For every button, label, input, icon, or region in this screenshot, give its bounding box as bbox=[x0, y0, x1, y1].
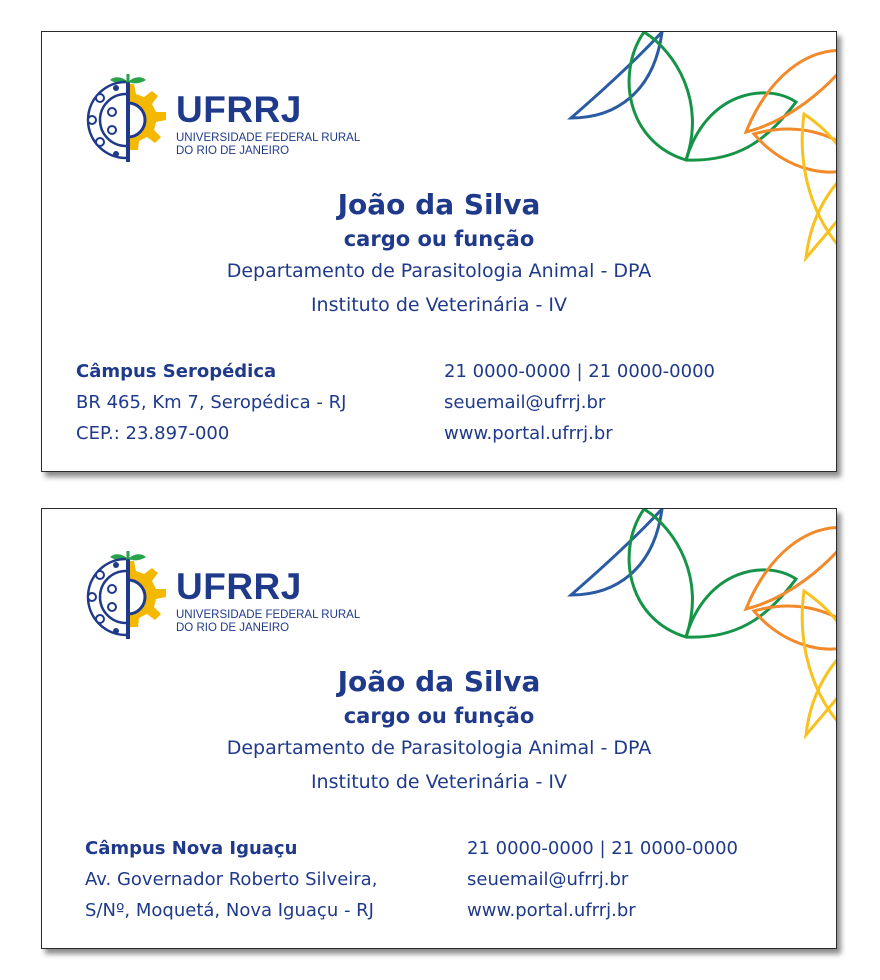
logo-subtitle-line2: DO RIO DE JANEIRO bbox=[176, 145, 290, 157]
address-line1: BR 465, Km 7, Seropédica - RJ bbox=[76, 392, 347, 413]
email-address: seuemail@ufrrj.br bbox=[444, 392, 606, 413]
ufrrj-logo bbox=[82, 74, 372, 174]
ufrrj-emblem-icon bbox=[82, 74, 174, 170]
logo-subtitle-line2: DO RIO DE JANEIRO bbox=[176, 622, 290, 634]
phone-numbers: 21 0000-0000 | 21 0000-0000 bbox=[444, 361, 715, 382]
person-role: cargo ou função bbox=[343, 227, 535, 251]
address-block bbox=[85, 833, 377, 926]
website-url: www.portal.ufrrj.br bbox=[467, 900, 636, 921]
ufrrj-emblem-icon bbox=[82, 551, 174, 647]
logo-subtitle-line1: UNIVERSIDADE FEDERAL RURAL bbox=[176, 609, 361, 621]
institute: Instituto de Veterinária - IV bbox=[310, 294, 568, 316]
campus-name: Câmpus Seropédica bbox=[76, 361, 277, 382]
identity-block bbox=[42, 186, 836, 322]
logo-title: UFRRJ bbox=[176, 566, 302, 607]
address-line2: CEP.: 23.897-000 bbox=[76, 423, 230, 444]
phone-numbers: 21 0000-0000 | 21 0000-0000 bbox=[467, 838, 738, 859]
person-name: João da Silva bbox=[337, 665, 541, 698]
identity-block bbox=[42, 663, 836, 799]
ufrrj-logo bbox=[82, 551, 372, 651]
department: Departamento de Parasitologia Animal - DPA bbox=[226, 737, 652, 759]
logo-title: UFRRJ bbox=[176, 89, 302, 130]
logo-subtitle-line1: UNIVERSIDADE FEDERAL RURAL bbox=[176, 132, 361, 144]
email-address: seuemail@ufrrj.br bbox=[467, 869, 629, 890]
address-block bbox=[76, 356, 346, 449]
website-url: www.portal.ufrrj.br bbox=[444, 423, 613, 444]
contact-block bbox=[444, 356, 715, 449]
business-card-seropedica bbox=[41, 31, 837, 472]
person-name: João da Silva bbox=[337, 188, 541, 221]
address-line1: Av. Governador Roberto Silveira, bbox=[85, 869, 378, 890]
address-line2: S/Nº, Moquetá, Nova Iguaçu - RJ bbox=[85, 900, 374, 921]
contact-block bbox=[467, 833, 738, 926]
person-role: cargo ou função bbox=[343, 704, 535, 728]
department: Departamento de Parasitologia Animal - DPA bbox=[226, 260, 652, 282]
institute: Instituto de Veterinária - IV bbox=[310, 771, 568, 793]
business-card-nova-iguacu bbox=[41, 508, 837, 949]
campus-name: Câmpus Nova Iguaçu bbox=[85, 838, 298, 859]
